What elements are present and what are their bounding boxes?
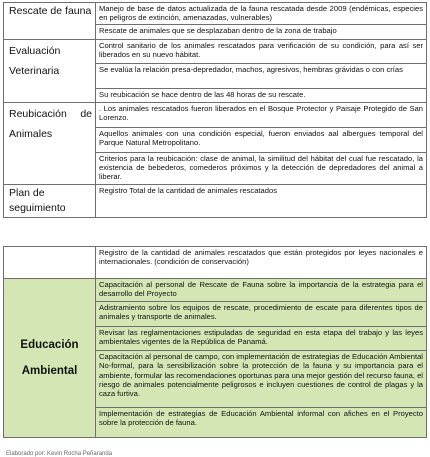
label-word: de (80, 107, 92, 120)
table-cell: . Los animales rescatados fueron liberados en el Bosque Protector y Paisaje Protegido de San Lorenzo. (96, 102, 427, 127)
table-cell: Control sanitario de los animales rescatados para verificación de su condición, para así ser liberados en su nuevo hábitat. (96, 39, 427, 63)
label-line: Educación (20, 339, 79, 351)
label-line: Ambiental (21, 365, 78, 377)
table-cell: Manejo de base de datos actualizada de la fauna rescatada desde 2009 (endémicas, especies en peligros de extinción, amenazadas, vulnerables) (96, 3, 427, 25)
table-cell: Registro Total de la cantidad de animales rescatados (96, 184, 427, 217)
table-cell: Registro de la cantidad de animales rescatados que están protegidos por leyes nacionales e internacionales. (condición de conservación) (96, 247, 427, 279)
table-cell: Su reubicación se hace dentro de las 48 horas de su rescate. (96, 88, 427, 102)
table-cell: Rescate de animales que se desplazaban dentro de la zona de trabajo (96, 24, 427, 39)
label-line: Animales (9, 127, 53, 140)
label-word: Reubicación (9, 107, 67, 120)
row-label-educacion (4, 279, 96, 438)
label-line: Veterinaria (9, 64, 60, 77)
table-cell: Adistramiento sobre los equipos de rescate, procedimiento de escate para diferentes tipos de animales y transporte de animales. (96, 302, 427, 327)
table-cell: Aquellos animales con una condición especial, fueron enviados aal albergues temporal del Parque Natural Metropolitano. (96, 127, 427, 152)
table-cell: Criterios para la reubicación: clase de animal, la similitud del hábitat del cual fue rescatado, la existencia de bebederos, comederos próximos y la detección de depredadores del animal a liberar. (96, 152, 427, 184)
row-label-plan: Plan de seguimiento (4, 184, 96, 217)
table-cell: Se evalúa la relación presa-depredador, machos, agresivos, hembras grávidas o con crías (96, 63, 427, 88)
fauna-table-2 (3, 246, 427, 438)
table-cell: Revisar las reglamentaciones estipuladas de seguridad en esta etapa del trabajo y las leyes ambientales vigentes de la República de Panamá. (96, 327, 427, 351)
fauna-table-1 (3, 2, 427, 218)
table-cell: Capacitación al personal de Rescate de Fauna sobre la importancia de la estrategia para el desarrollo del Proyecto (96, 279, 427, 302)
label-line: Rescate de fauna (9, 5, 92, 17)
label-line: Evaluación (9, 44, 61, 57)
row-label-rescate (4, 3, 96, 40)
table-cell: Implementación de estrategias de Educación Ambiental informal con afiches en el Proyecto sobre la protección de fauna. (96, 408, 427, 438)
table-cell: Capacitación al personal de campo, con implementación de estrategias de Educación Ambiental No-formal, para la sensibilización sobre la protección de la fauna y su importancia para el ambiente, formular las recomendaciones oportunas para una mejor gestión del recurso fauna, el riesgo de animales potencialmente peligrosos e incluyen cuestiones de control de plagas y la caza furtiva. (96, 351, 427, 408)
empty-cell (4, 247, 96, 279)
footer-fragment: Elaborado por: Kevin Rocha Peñaranda (6, 451, 113, 457)
row-label-evaluacion (4, 39, 96, 102)
row-label-reubicacion (4, 102, 96, 184)
